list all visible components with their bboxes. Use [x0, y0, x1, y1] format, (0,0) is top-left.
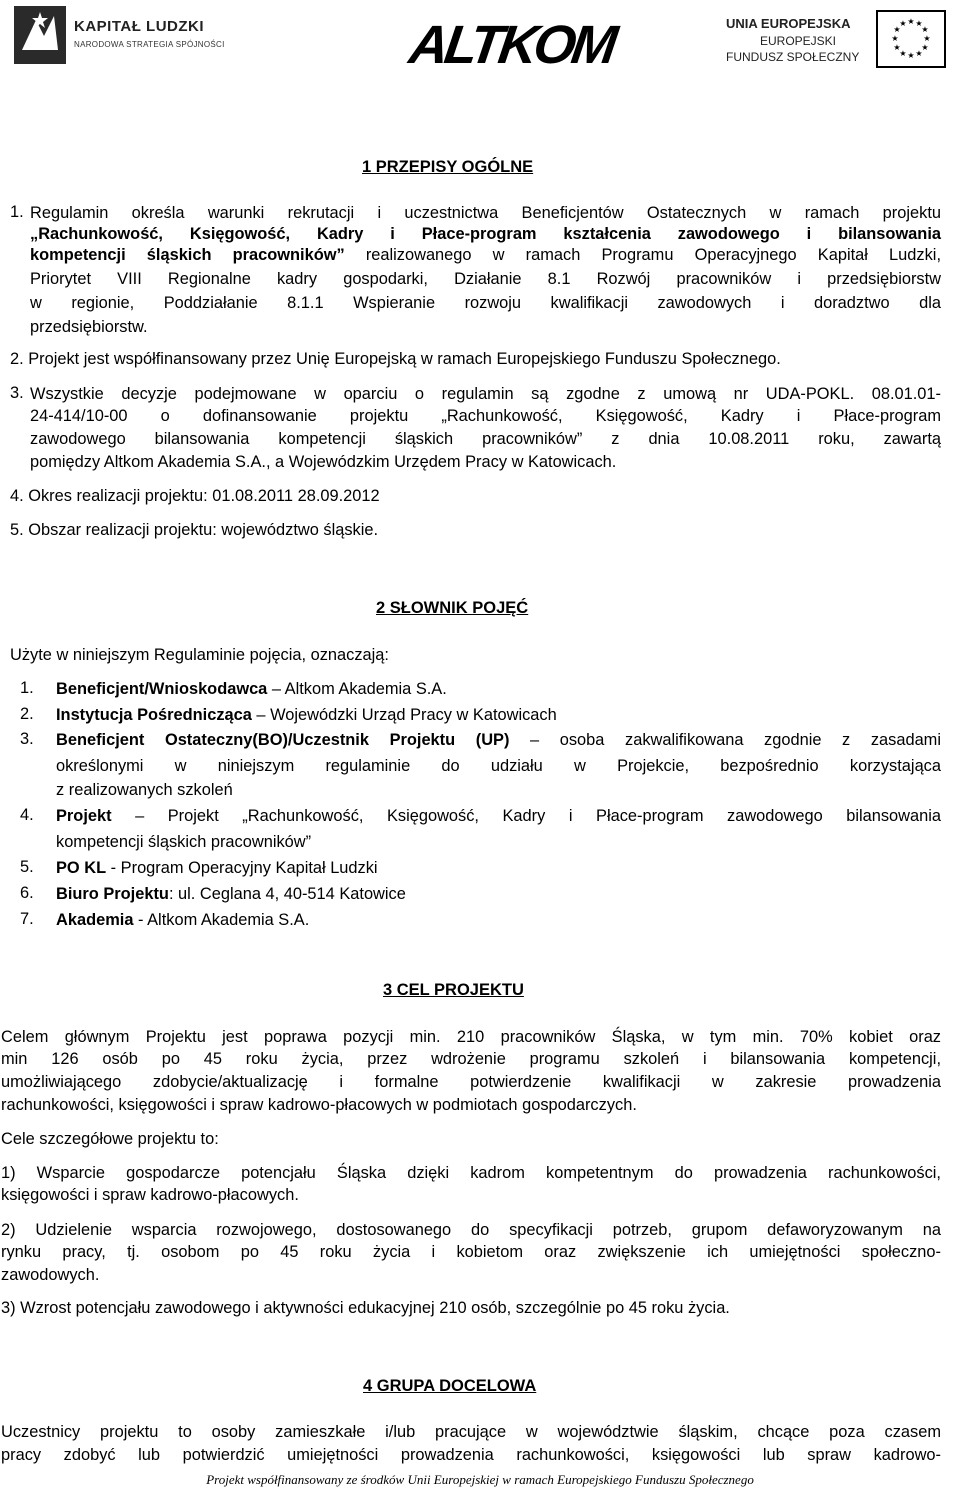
s2-item6-number: 6.: [20, 884, 34, 902]
s3-p1-line3: umożliwiającego zdobycie/aktualizację i formalne potwierdzenie kwalifikacji w zakresie prowadzenia: [1, 1073, 941, 1091]
svg-text:★: ★: [891, 34, 899, 43]
eu-flag-icon: [876, 10, 946, 68]
svg-text:★: ★: [893, 43, 901, 52]
s3-p1-line2: min 126 osób po 45 roku życia, przez wdrożenie programu szkoleń i bilansowania kompetencji,: [1, 1050, 941, 1068]
s2-item4-line2: kompetencji śląskich pracowników”: [56, 833, 312, 851]
eu-logo: [726, 10, 950, 72]
altkom-logo: [405, 15, 618, 75]
kl-title: KAPITAŁ LUDZKI: [74, 18, 205, 35]
svg-text:★: ★: [923, 34, 931, 43]
s1-item3-line4: pomiędzy Altkom Akademia S.A., a Wojewódzkim Urzędem Pracy w Katowicach.: [30, 453, 617, 471]
s1-item1-line3: kompetencji śląskich pracowników” realizowanego w ramach Programu Operacyjnego Kapitał Ludzki,: [30, 246, 941, 264]
s2-item3-line1: Beneficjent Ostateczny(BO)/Uczestnik Projektu (UP) – osoba zakwalifikowana zgodnie z zasadami: [56, 731, 941, 749]
s1-item1-line1: Regulamin określa warunki rekrutacji i uczestnictwa Beneficjentów Ostatecznych w ramach projektu: [30, 204, 941, 222]
s1-item1-number: 1.: [10, 203, 24, 221]
ue-line1: UNIA EUROPEJSKA: [726, 16, 851, 31]
s2-item6: Biuro Projektu: ul. Ceglana 4, 40-514 Katowice: [56, 885, 406, 903]
s3-c2-line1: 2) Udzielenie wsparcia rozwojowego, dostosowanego do specyfikacji potrzeb, grupom defaworyzowanym na: [1, 1221, 941, 1239]
s2-item1-number: 1.: [20, 679, 34, 697]
s1-item3-number: 3.: [10, 384, 24, 402]
s2-item4-line1: Projekt – Projekt „Rachunkowość, Księgowość, Kadry i Płace-program zawodowego bilansowania: [56, 807, 941, 825]
s3-c2-line3: zawodowych.: [1, 1266, 100, 1284]
svg-text:★: ★: [907, 17, 915, 26]
s3-c1-line1: 1) Wsparcie gospodarcze potencjału Śląska dzięki kadrom kompetentnym do prowadzenia rachunkowości,: [1, 1164, 941, 1182]
s1-item2: 2. Projekt jest współfinansowany przez Unię Europejską w ramach Europejskiego Funduszu Społecznego.: [10, 350, 781, 368]
ue-line3: FUNDUSZ SPOŁECZNY: [726, 50, 860, 64]
s1-item1-line5: w regionie, Poddziałanie 8.1.1 Wspieranie rozwoju kwalifikacji zawodowych i doradztwo dla: [30, 294, 941, 312]
s3-p2: Cele szczegółowe projektu to:: [1, 1130, 219, 1148]
page-footer: Projekt współfinansowany ze środków Unii Europejskiej w ramach Europejskiego Funduszu Społecznego: [206, 1472, 754, 1487]
s2-intro: Użyte w niniejszym Regulaminie pojęcia, oznaczają:: [10, 646, 389, 664]
s1-item3-line2: 24-414/10-00 o dofinansowanie projektu „Rachunkowość, Księgowość, Kadry i Płace-program: [30, 407, 941, 425]
kapital-ludzki-logo: [14, 6, 244, 66]
s2-item5-number: 5.: [20, 858, 34, 876]
svg-text:★: ★: [915, 49, 923, 58]
s3-p1-line1: Celem głównym Projektu jest poprawa pozycji min. 210 pracowników Śląska, w tym min. 70% kobiet oraz: [1, 1028, 941, 1046]
s2-item4-number: 4.: [20, 806, 34, 824]
s1-item5: 5. Obszar realizacji projektu: województwo śląskie.: [10, 521, 379, 539]
kl-subtitle: NARODOWA STRATEGIA SPÓJNOŚCI: [74, 40, 225, 49]
s2-item3-line3: z realizowanych szkoleń: [56, 781, 233, 799]
section1-heading: 1 PRZEPISY OGÓLNE: [362, 158, 534, 176]
s3-p1-line4: rachunkowości, księgowości i spraw kadrowo-płacowych w podmiotach gospodarczych.: [1, 1096, 637, 1114]
kapital-ludzki-emblem-icon: [14, 6, 66, 64]
s1-item1-line2: „Rachunkowość, Księgowość, Kadry i Płace-program kształcenia zawodowego i bilansowania: [30, 225, 941, 243]
s1-item1-line6: przedsiębiorstw.: [30, 318, 148, 336]
svg-text:★: ★: [915, 19, 923, 28]
s2-item5: PO KL - Program Operacyjny Kapitał Ludzki: [56, 859, 378, 877]
s2-item7-number: 7.: [20, 910, 34, 928]
s3-c2-line2: rynku pracy, tj. osobom po 45 roku życia i kobietom oraz zwiększenie ich umiejętności społeczno-: [1, 1243, 941, 1261]
s2-item3-line2: określonymi w niniejszym regulaminie do udziału w Projekcie, bezpośrednio korzystająca: [56, 757, 941, 775]
s2-item2-number: 2.: [20, 705, 34, 723]
s4-line2: pracy zdobyć lub potwierdzić umiejętności prowadzenia rachunkowości, księgowości lub spraw kadrowo-: [1, 1446, 941, 1464]
svg-text:★: ★: [921, 43, 929, 52]
svg-text:★: ★: [907, 51, 915, 60]
s1-item1-line4: Priorytet VIII Regionalne kadry gospodarki, Działanie 8.1 Rozwój pracowników i przedsiębiorstw: [30, 270, 941, 288]
s1-item3-line1: Wszystkie decyzje podejmowane w oparciu o regulamin są zgodne z umową nr UDA-POKL. 08.01.01-: [30, 385, 941, 403]
s3-c3: 3) Wzrost potencjału zawodowego i aktywności edukacyjnej 210 osób, szczególnie po 45 roku życia.: [1, 1299, 730, 1317]
s2-item7: Akademia - Altkom Akademia S.A.: [56, 911, 310, 929]
svg-text:★: ★: [899, 49, 907, 58]
s1-item4: 4. Okres realizacji projektu: 01.08.2011 28.09.2012: [10, 487, 380, 505]
s2-item1: Beneficjent/Wnioskodawca – Altkom Akademia S.A.: [56, 680, 447, 698]
s4-line1: Uczestnicy projektu to osoby zamieszkałe i/lub pracujące w województwie śląskim, chcące poza czasem: [1, 1423, 941, 1441]
s2-item3-number: 3.: [20, 730, 34, 748]
ue-line2: EUROPEJSKI: [760, 34, 837, 48]
s1-item3-line3: zawodowego bilansowania kompetencji śląskich pracowników” z dnia 10.08.2011 roku, zawartą: [30, 430, 941, 448]
section2-heading: 2 SŁOWNIK POJĘĆ: [376, 599, 529, 617]
svg-text:★: ★: [893, 25, 901, 34]
svg-text:★: ★: [899, 19, 907, 28]
s3-c1-line2: księgowości i spraw kadrowo-płacowych.: [1, 1186, 299, 1204]
altkom-logo-text: ALTKOM: [405, 15, 618, 75]
svg-text:★: ★: [921, 25, 929, 34]
section4-heading: 4 GRUPA DOCELOWA: [363, 1377, 537, 1395]
s2-item2: Instytucja Pośrednicząca – Wojewódzki Urząd Pracy w Katowicach: [56, 706, 557, 724]
section3-heading: 3 CEL PROJEKTU: [383, 981, 524, 999]
